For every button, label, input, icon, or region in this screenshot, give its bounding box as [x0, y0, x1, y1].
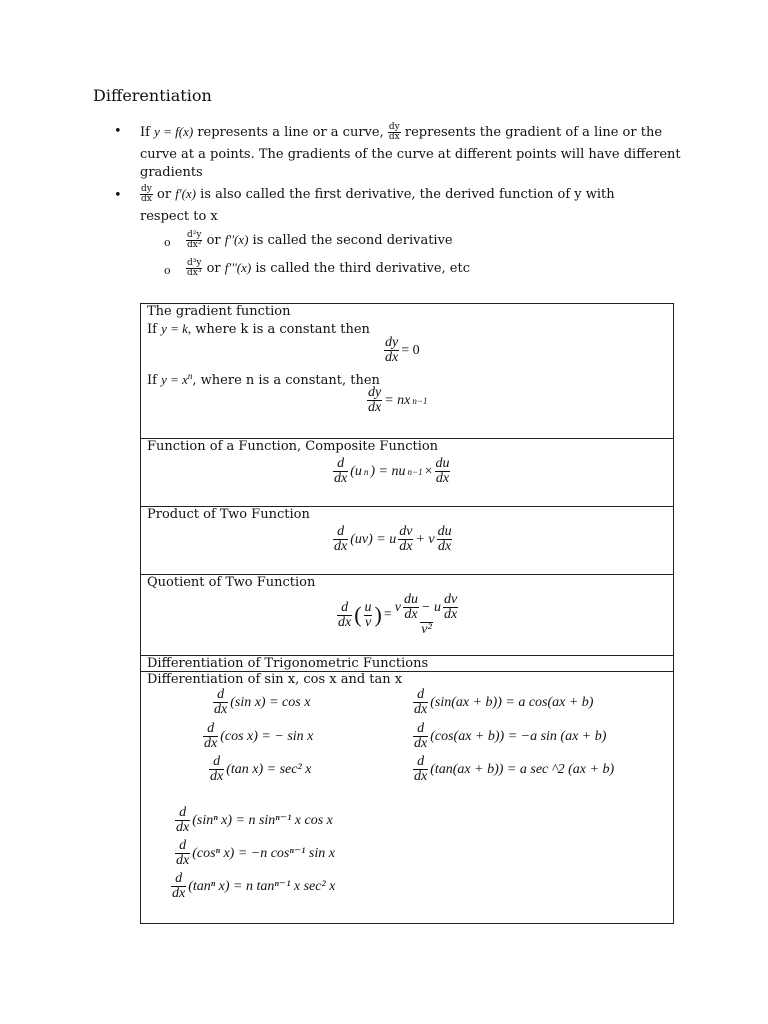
bullet-1-line-1: If y = f(x) represents a line or a curve, $\frac{dy}{dx}$ represents the gradient of a line or the — [140, 122, 663, 142]
trig-right-2: $\frac{d}{dx}$ (cos(ax + b)) = −a sin (ax + b) — [414, 721, 607, 751]
trig-right-1: $\frac{d}{dx}$ (sin(ax + b)) = a cos(ax + b) — [414, 687, 594, 717]
quotient-rule-box — [140, 574, 674, 656]
trig-formulas-box — [140, 671, 674, 924]
product-rule-box — [140, 506, 674, 575]
gradient-line-1: If y = k, where k is a constant then — [147, 321, 370, 337]
box-title: Differentiation of sin x, cos x and tan x — [147, 672, 403, 687]
gradient-line-2: If $y = x^n$, where n is a constant, then — [147, 370, 380, 388]
trig-power-2: $\frac{d}{dx}$ (cosⁿ x) = −n cosⁿ⁻¹ sin x — [176, 838, 335, 868]
box-title: Differentiation of Trigonometric Functions — [147, 656, 429, 671]
sub-bullet-circle: o — [164, 236, 171, 249]
composite-equation: $\frac{d}{dx}$ (u n ) = nu n−1 × $\frac{du}{dx}$ — [334, 456, 450, 486]
box-title: Quotient of Two Function — [147, 575, 316, 590]
trig-left-3: $\frac{d}{dx}$ (tan x) = sec² x — [210, 754, 312, 784]
bullet-dot: • — [114, 188, 122, 203]
sub-bullet-circle: o — [164, 264, 171, 277]
box-title: The gradient function — [147, 304, 291, 319]
composite-function-box — [140, 438, 674, 507]
trig-power-3: $\frac{d}{dx}$ (tanⁿ x) = n tanⁿ⁻¹ x sec² x — [172, 871, 336, 901]
trig-left-1: $\frac{d}{dx}$ (sin x) = cos x — [214, 687, 311, 717]
bullet-1-line-3: gradients — [140, 165, 203, 180]
sub-bullet-1: $\frac{\text{d²y}}{\text{dx²}}$ or f''(x) is called the second derivative — [187, 230, 453, 250]
product-equation: $\frac{d}{dx}$ (uv) = u $\frac{dv}{dx}$ + v $\frac{du}{dx}$ — [334, 524, 452, 554]
gradient-equation-2: $\frac{dy}{dx}$ = nx n−1 — [368, 385, 428, 415]
bullet-dot: • — [114, 124, 122, 139]
box-title: Product of Two Function — [147, 507, 310, 522]
page-title: Differentiation — [93, 86, 212, 105]
sub-bullet-2: $\frac{\text{d³y}}{\text{dx³}}$ or f'''(x) is called the third derivative, etc — [187, 258, 470, 278]
bullet-2-line-2: respect to x — [140, 209, 218, 224]
trig-power-1: $\frac{d}{dx}$ (sinⁿ x) = n sinⁿ⁻¹ x cos x — [176, 805, 333, 835]
box-title: Function of a Function, Composite Function — [147, 439, 439, 454]
trig-left-2: $\frac{d}{dx}$ (cos x) = − sin x — [204, 721, 314, 751]
trig-header-box — [140, 655, 674, 672]
trig-right-3: $\frac{d}{dx}$ (tan(ax + b)) = a sec ^2 (ax + b) — [414, 754, 615, 784]
quotient-equation: $\frac{d}{dx}$ ( $\frac{u}{v}$ ) = v $\frac{du}{dx}$ − u $\frac{dv}{dx}$ v² — [338, 592, 458, 637]
bullet-1-line-2: curve at a points. The gradients of the curve at different points will have different — [140, 147, 681, 162]
gradient-function-box — [140, 303, 674, 439]
gradient-equation-1: $\frac{dy}{dx}$ = 0 — [385, 335, 420, 365]
bullet-2-line-1: $\frac{dy}{dx}$ or f'(x) is also called the first derivative, the derived function of y with — [141, 184, 615, 204]
